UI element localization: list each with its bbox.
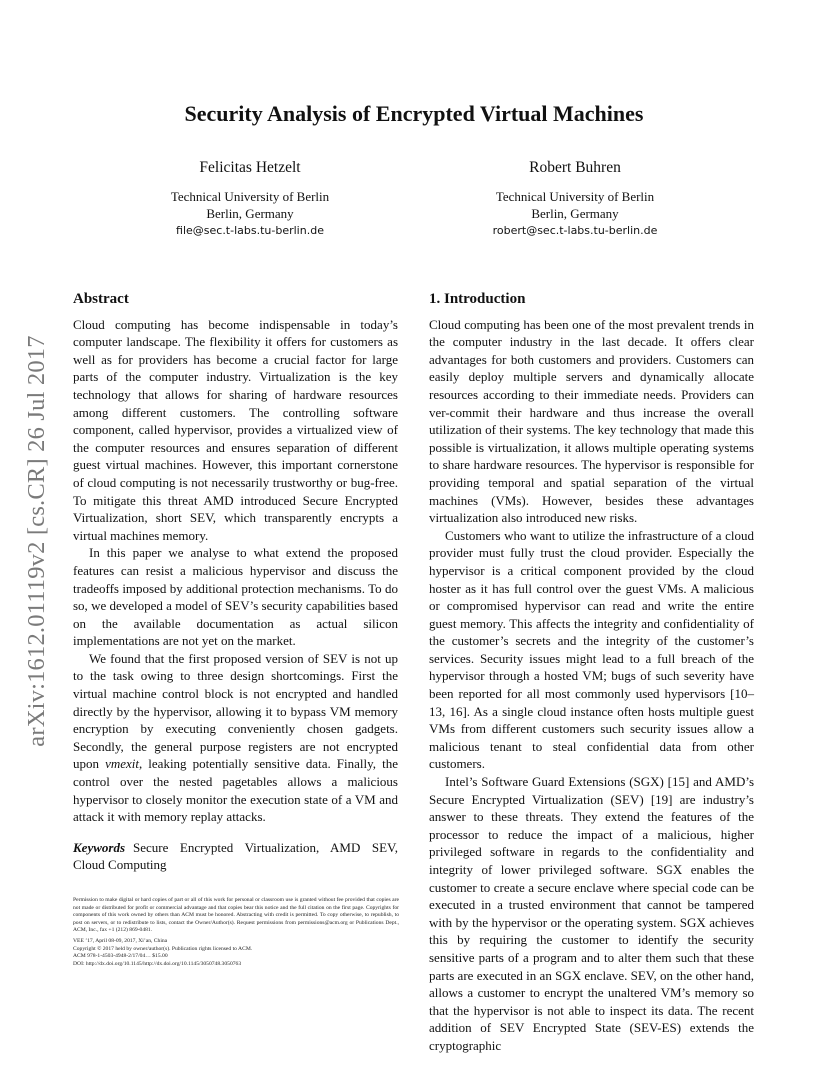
introduction-paragraph: Cloud computing has been one of the most prevalent trends in the computer industry in the last decade. It offers clear advantages for both customers and providers. Customers can easily deploy multiple servers and dynamically allocate resources according to their immediate needs. Providers can ver-commit their hardware and thus increase the overall utilization of their systems. The key technology that made this possible is virtualization, it allows multiple operating systems to share hardware resources. The hypervisor is responsible for providing temporal and spatial separation of the virtual machines (VMs). However, besides these advantages virtualization also introduced new risks. xyxy=(429,316,754,526)
abstract-paragraph: Cloud computing has become indispensable in today’s computer landscape. The flexibility it offers for customers as well as for providers has become a crucial factor for large parts of the computer industry. Virtualization is the key technology that allows for sharing of hardware resources among different customers. The controlling software component, called hypervisor, provides a virtualized view of the computer resources and ensures separation of different guest virtual machines. However, this important cornerstone of cloud computing is not necessarily trustworthy or bug-free. To mitigate this threat AMD introduced Secure Encrypted Virtualization, short SEV, which transparently encrypts a virtual machines memory. xyxy=(73,316,398,543)
author-affiliation: Technical University of Berlin xyxy=(495,189,655,204)
abstract-column xyxy=(73,291,398,874)
introduction-paragraph: Intel’s Software Guard Extensions (SGX) [15] and AMD’s Secure Encrypted Virtualization (SEV) [19] are industry’s answer to these threats. They extend the features of the processor to reduce the impact of a malicious, higher privileged software in regards to the confidentiality and integrity of lower privileged software. SGX enables the customer to create a secure enclave where special code can be executed in a trusted environment that cannot be tampered with by the hypervisor or the operating system. SGX achieves this by requiring the customer to identify the security sensitive parts of a program and to alter them such that these parts are executed in an SGX enclave. SEV, on the other hand, allows a customer to encrypt the unaltered VM’s memory so that the hypervisor is not able to inspect its data. The recent addition of SEV Encrypted State (SEV-ES) extends the cryptographic xyxy=(429,774,754,1053)
abstract-emphasis: vmexit xyxy=(105,756,139,772)
introduction-paragraph: Customers who want to utilize the infrastructure of a cloud provider must fully trust the cloud provider. Especially the hypervisor is a critical component provided by the cloud hoster as it has full control over the guest VMs. A malicious or compromised hypervisor can read and write the entire guest memory. This affects the integrity and confidentiality of the customer’s secrets and the integrity of the customer’s services. Security issues might lead to a full breach of the hypervisor through a hosted VM; bugs of such severity have been reported for all most commonly used hypervisors [10–13, 16]. As a single cloud instance often hosts multiple guest VMs from different customers such security issues allow a malicious tenant to steal confidential data from other customers. xyxy=(429,527,754,772)
keywords xyxy=(73,839,398,874)
introduction-heading: 1. Introduction xyxy=(429,291,526,307)
abstract-text: , leaking potentially sensitive data. Finally, the control over the nested pagetables allows a malicious hypervisor to closely monitor the execution state of a VM and attack it with memory replay attacks. xyxy=(73,756,398,825)
abstract-text: We found that the first proposed version of SEV is not up to the task owing to three design shortcomings. First the virtual machine control block is not encrypted and handled directly by the hypervisor, allowing it to bypass VM memory encryption by executing conveniently chosen gadgets. Secondly, the general purpose registers are not encrypted upon xyxy=(73,650,398,772)
publication-meta xyxy=(73,938,399,968)
conference-info: VEE ’17, April 08-09, 2017, Xi’an, China xyxy=(73,937,168,944)
author-location: Berlin, Germany xyxy=(531,206,619,221)
arxiv-identifier-sidebar xyxy=(22,296,52,786)
isbn-line: ACM 978-1-4503-4948-2/17/04… $15.00 xyxy=(73,953,168,960)
doi-line[interactable]: DOI: http://dx.doi.org/10.1145/http://dx.doi.org/10.1145/3050748.3050763 xyxy=(73,960,242,967)
arxiv-identifier: arXiv:1612.01119v2 [cs.CR] 26 Jul 2017 xyxy=(23,335,50,747)
paper-title: Security Analysis of Encrypted Virtual Machines xyxy=(184,101,644,126)
author-email[interactable]: file@sec.t-labs.tu-berlin.de xyxy=(176,224,324,237)
author-block-2 xyxy=(425,159,725,239)
abstract-heading: Abstract xyxy=(73,291,129,307)
author-name: Robert Buhren xyxy=(529,159,621,176)
permission-notice: Permission to make digital or hard copies of part or all of this work for personal or classroom use is granted without fee provided that copies are not made or distributed for profit or commercial advantage and that copies bear this notice and the full citation on the first page. Copyrights for components of this work owned by others than ACM must be honored. Abstracting with credit is permitted. To copy otherwise, to republish, to post on servers, or to redistribute to lists, contact the Owner/Author(s). Request permissions from permissions@acm.org or Publications Dept., ACM, Inc., fax +1 (212) 869-0481. xyxy=(73,897,399,934)
author-name: Felicitas Hetzelt xyxy=(199,159,301,176)
keywords-text: Secure Encrypted Virtualization, AMD SEV, Cloud Computing xyxy=(73,839,398,873)
abstract-paragraph xyxy=(73,650,398,826)
author-block-1 xyxy=(100,159,400,239)
abstract-paragraph: In this paper we analyse to what extend the proposed features can resist a malicious hypervisor and discuss the tradeoffs imposed by additional protection mechanisms. To do so, we developed a model of SEV’s security capabilities based on the available documentation as actual silicon implementations are not yet on the market. xyxy=(73,545,398,649)
author-affiliation: Technical University of Berlin xyxy=(170,189,330,204)
author-email[interactable]: robert@sec.t-labs.tu-berlin.de xyxy=(492,224,658,237)
copyright-footnote xyxy=(73,897,399,968)
introduction-column xyxy=(429,291,754,1055)
author-location: Berlin, Germany xyxy=(206,206,294,221)
copyright-line: Copyright © 2017 held by owner/author(s). Publication rights licensed to ACM. xyxy=(73,945,253,952)
keywords-label: Keywords xyxy=(73,839,125,855)
